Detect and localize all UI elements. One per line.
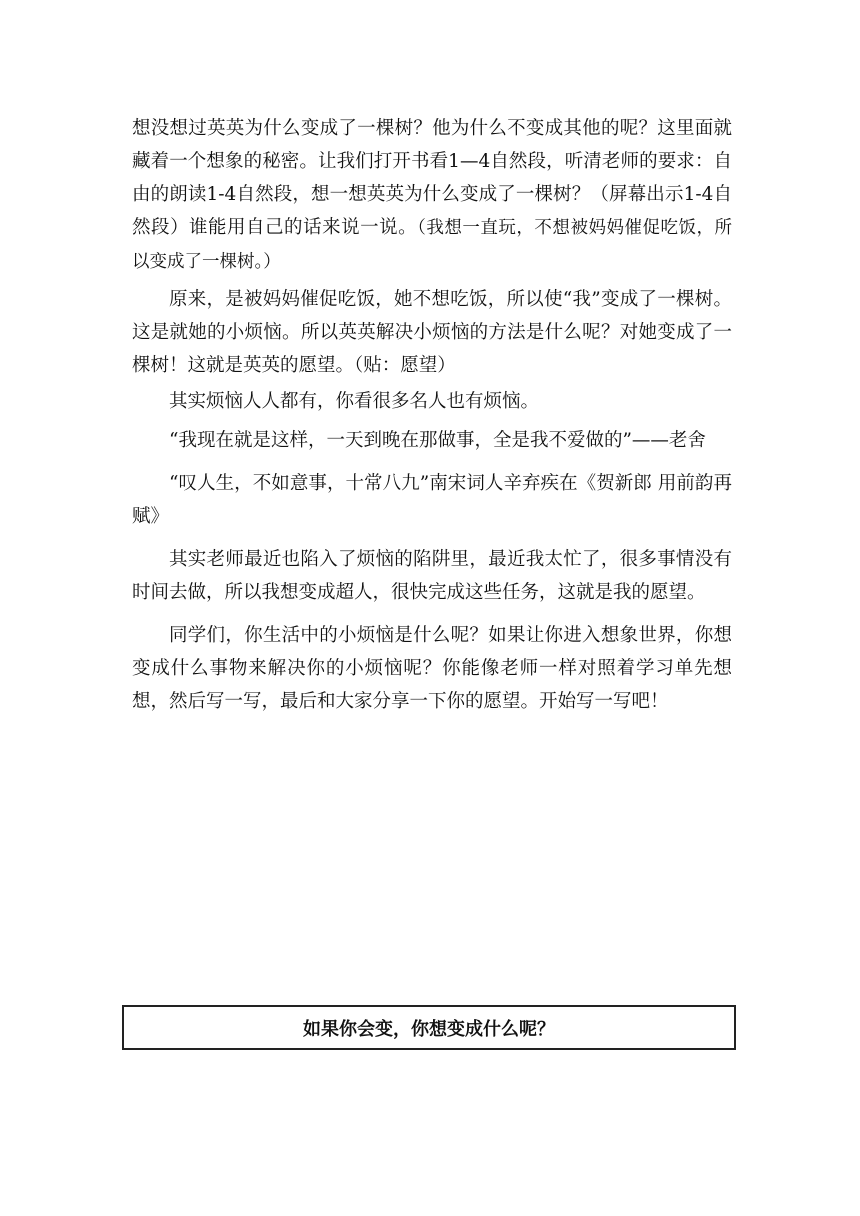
- paragraph-intro-text: 想没想过英英为什么变成了一棵树？他为什么不变成其他的呢？这里面就藏着一个想象的秘密。让我们打开书看1—4自然段，听清老师的要求：自由的朗读1-4自然段，想一想英英为什么变成了一棵树？（屏幕出示1-4自然段）谁能用自己的话来说一说。: [132, 118, 732, 238]
- question-box-title: 如果你会变，你想变成什么呢？: [303, 1018, 555, 1040]
- paragraph-intro: [132, 112, 732, 279]
- paragraph-everyone-worries: 其实烦恼人人都有，你看很多名人也有烦恼。: [169, 391, 540, 412]
- paragraph-intro-answer: （我想一直玩，不想被妈妈催促吃饭，所以变成了一棵树。）: [132, 218, 732, 272]
- quote-xinqiji: “叹人生，不如意事，十常八九”南宋词人辛弃疾在《贺新郎 用前韵再赋》: [132, 473, 732, 527]
- question-box: [122, 1005, 736, 1050]
- paragraph-student-task: 同学们，你生活中的小烦恼是什么呢？如果让你进入想象世界，你想变成什么事物来解决你的小烦恼呢？你能像老师一样对照着学习单先想想，然后写一写，最后和大家分享一下你的愿望。开始写一写吧！: [132, 625, 732, 712]
- paragraph-reason: 原来，是被妈妈催促吃饭，她不想吃饭，所以使“我”变成了一棵树。这是就她的小烦恼。所以英英解决小烦恼的方法是什么呢？对她变成了一棵树！这就是英英的愿望。（贴：愿望）: [132, 289, 732, 376]
- document-body: [132, 112, 732, 718]
- quote-laoshe: “我现在就是这样，一天到晚在那做事，全是我不爱做的”——老舍: [169, 430, 706, 451]
- paragraph-teacher-wish: 其实老师最近也陷入了烦恼的陷阱里，最近我太忙了，很多事情没有时间去做，所以我想变成超人，很快完成这些任务，这就是我的愿望。: [132, 549, 732, 603]
